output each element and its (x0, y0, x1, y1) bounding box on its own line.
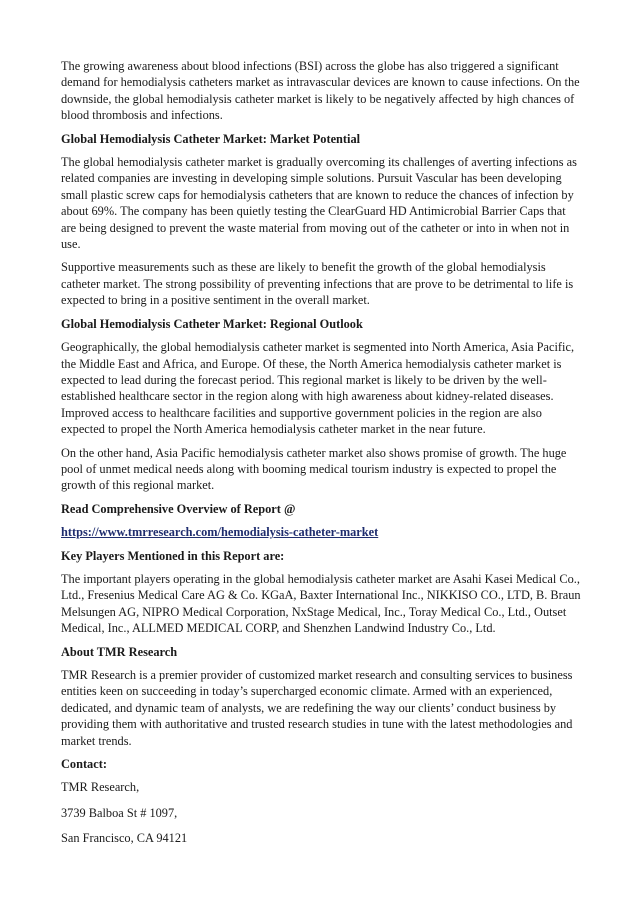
contact-street: 3739 Balboa St # 1097, (61, 805, 178, 820)
paragraph-market-potential-1: The global hemodialysis catheter market is gradually overcoming its challenges of averting infections as related companies are investing in developing simple solutions. Pursuit Vascular has been developing small plastic screw caps for hemodialysis catheters that are known to reduce the chances of infection by about 69%. The company has been quietly testing the ClearGuard HD Antimicrobial Barrier Caps that are being designed to prevent the waste material from moving out of the catheter or into in when not in use. (61, 155, 577, 252)
paragraph-regional-1: Geographically, the global hemodialysis catheter market is segmented into North America, Asia Pacific, the Middle East and Africa, and Europe. Of these, the North America hemodialysis catheter market is expected to lead during the forecast period. This regional market is likely to be driven by the well-established healthcare sector in the region along with high awareness about kidney-related diseases. Improved access to healthcare facilities and supportive government policies in the region are also expected to propel the North America hemodialysis catheter market in the near future. (61, 340, 575, 437)
report-link[interactable]: https://www.tmrresearch.com/hemodialysis-catheter-market (61, 525, 379, 540)
heading-about: About TMR Research (61, 644, 178, 659)
paragraph-key-players: The important players operating in the global hemodialysis catheter market are Asahi Kasei Medical Co., Ltd., Fresenius Medical Care AG & Co. KGaA, Baxter International Inc., NIKKISO CO., LTD, B. Braun Melsungen AG, NIPRO Medical Corporation, NxStage Medical, Inc., Toray Medical Co., Ltd., Outset Medical, Inc., ALLMED MEDICAL CORP, and Shenzhen Landwind Industry Co., Ltd. (61, 571, 581, 636)
contact-city: San Francisco, CA 94121 (61, 831, 188, 846)
paragraph-bsi-awareness: The growing awareness about blood infections (BSI) across the globe has also triggered a significant demand for hemodialysis catheters market as intravascular devices are known to cause infections. On the downside, the global hemodialysis catheter market is likely to be negatively affected by high chances of blood thrombosis and infections. (61, 59, 580, 123)
contact-company: TMR Research, (61, 780, 140, 795)
document-page (61, 58, 581, 856)
paragraph-about: TMR Research is a premier provider of customized market research and consulting services to business entities keen on succeeding in today’s supercharged economic climate. Armed with an experienced, dedicated, and dynamic team of analysts, we are redefining the way our clients’ conduct business by providing them with authoritative and trusted research studies in tune with the latest methodologies and market trends. (61, 668, 573, 748)
heading-regional-outlook: Global Hemodialysis Catheter Market: Regional Outlook (61, 316, 363, 331)
paragraph-market-potential-2: Supportive measurements such as these are likely to benefit the growth of the global hemodialysis catheter market. The strong possibility of preventing infections that are prove to be detrimental to life is expected to bring in a positive sentiment in the overall market. (61, 260, 574, 308)
heading-key-players: Key Players Mentioned in this Report are: (61, 548, 285, 563)
heading-contact: Contact: (61, 757, 107, 772)
heading-market-potential: Global Hemodialysis Catheter Market: Market Potential (61, 131, 361, 146)
paragraph-regional-2: On the other hand, Asia Pacific hemodialysis catheter market also shows promise of growth. The huge pool of unmet medical needs along with booming medical tourism industry is expected to propel the growth of this regional market. (61, 445, 567, 493)
heading-read-overview: Read Comprehensive Overview of Report @ (61, 501, 296, 516)
report-link-line (61, 524, 581, 540)
